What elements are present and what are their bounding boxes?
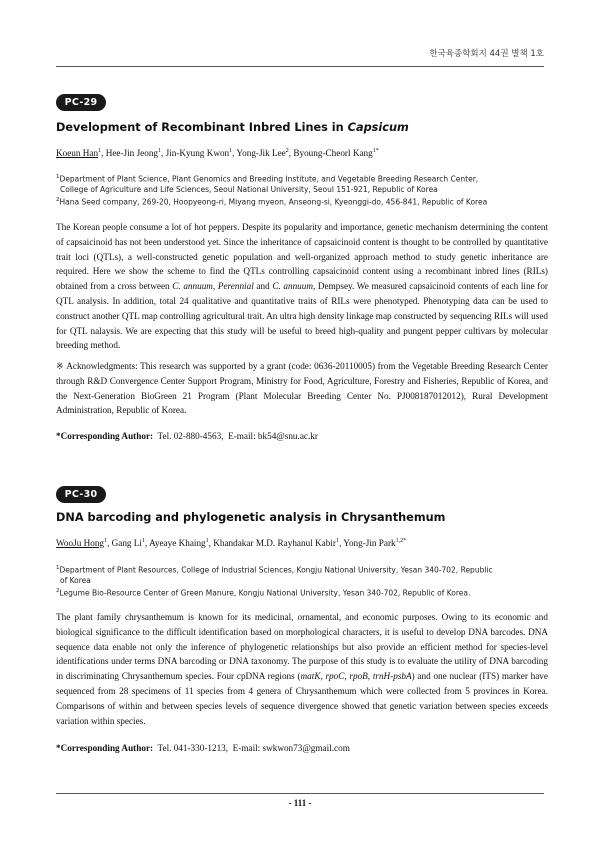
abstract-code-badge: PC-30 (56, 486, 106, 503)
abstract-text: ) and one nuclear (ITS) marker have sequenced from 28 specimens of 11 species from 4 genera of Chrysanthemum which were collected from 5 provinces in Korea. Comparisons of within and between species levels of sequence divergence showed that genetic variation between species exceeds variation within species. (56, 671, 548, 726)
abstract-text: The Korean people consume a lot of hot peppers. Despite its popularity and importance, genetic mechanism determining the content of capsaicinoid has not been understood yet. Since the inheritance of capsaicinoid content is thought to be controlled by quantitative trait loci (QTLs), a well-constructed genetic population and well-organized approach method to study genetic inheritance are required. Here we show the scheme to find the QTLs controlling capsaicinoid content using a recombinant inbred lines (RILs) obtained from a cross between (56, 222, 548, 292)
author-list: Koeun Han$^1$, Hee-Jin Jeong$^1$, Jin-Kyung Kwon$^1$, Yong-Jik Lee$^2$, Byoung-Cheorl Kang$^{1*}$ (56, 148, 379, 159)
corresponding-label: *Corresponding Author: (56, 431, 154, 441)
species-name: C. annuum, Perennial (172, 281, 254, 292)
affiliation-item (56, 563, 548, 576)
author-name: Byoung-Cheorl Kang (293, 148, 373, 159)
affiliation-item (56, 195, 548, 208)
author-name: Hee-Jin Jeong (105, 148, 159, 159)
affiliation-sup: 1 (56, 565, 60, 571)
acknowledgment-paragraph: ※ Acknowledgments: This research was supported by a grant (code: 0636-20110005) from the Vegetable Breeding Research Center through R&D Convergence Center Support Program, Ministry for Food, Agriculture, Forestry and Fisheries, Republic of Korea, and the Next-Generation BioGreen 21 Program (Plant Molecular Breeding Center No. PJ008187012012), Rural Development Administration, Republic of Korea. (56, 361, 548, 416)
author-name: Yong-Jin Park (343, 538, 396, 549)
author-name: WooJu Hong (56, 538, 105, 549)
abstract-code-badge: PC-29 (56, 94, 106, 111)
author-affil-sup: 1 (104, 538, 108, 544)
corresponding-tel: Tel. 02-880-4563, (157, 431, 224, 441)
affiliation-list (56, 172, 548, 208)
corresponding-label: *Corresponding Author: (56, 743, 154, 753)
corresponding-author (56, 431, 318, 441)
affiliation-sup: 2 (56, 587, 60, 594)
page-number: - 111 - (288, 798, 312, 808)
corresponding-email: E-mail: swkwon73@gmail.com (232, 743, 350, 753)
affiliation-text: Legume Bio-Resource Center of Green Manure, Kongju National University, Yesan 340-702, Republic of Korea. (59, 588, 471, 598)
author-list: WooJu Hong$^1$, Gang Li$^1$, Ayeaye Khaing$^1$, Khandakar M.D. Rayhanul Kabir$^1$, Yong-Jin Park$^{1,2*}$ (56, 538, 407, 549)
header-rule (56, 66, 544, 67)
corresponding-email: E-mail: bk54@snu.ac.kr (228, 431, 318, 441)
author-affil-sup: 1,2* (395, 538, 407, 544)
abstract-body (56, 610, 548, 728)
journal-running-head: 한국육종학회지 44권 별책 1호 (429, 49, 544, 59)
abstract-text: and (253, 281, 273, 292)
abstract-title (56, 121, 550, 134)
species-name: C. annuum, (272, 281, 316, 292)
author-affil-sup: 1 (141, 538, 145, 544)
author-name: Koeun Han (56, 148, 99, 159)
author-affil-sup: 1* (372, 148, 379, 154)
corresponding-author (56, 743, 350, 753)
affiliation-item (56, 172, 548, 185)
author-name: Khandakar M.D. Rayhanul Kabir (213, 538, 336, 549)
author-affil-sup: 1 (205, 538, 209, 544)
affiliation-continuation: College of Agriculture and Life Sciences, Seoul National University, Seoul 151-921, Republic of Korea (60, 184, 438, 194)
author-affil-sup: 2 (285, 148, 289, 154)
author-affil-sup: 1 (335, 538, 339, 544)
abstract-title: DNA barcoding and phylogenetic analysis in Chrysanthemum (56, 511, 446, 524)
abstract-text: Dempsey. We measured capsaicinoid contents of each line for QTL analysis. In addition, total 24 qualitative and quantitative traits of RILs were phenotyped. Phenotyping data can be used to construct another QTL map controlling agricultural trait. An ultra high density linkage map constructed by sequencing RILs will used for QTL nalaysis. We are expecting that this study will be useful to breed high-quality and pungent pepper cultivars by molecular breeding method. (56, 281, 548, 351)
author-name: Jin-Kyung Kwon (165, 148, 230, 159)
title-text: Development of Recombinant Inbred Lines in (56, 121, 348, 134)
author-affil-sup: 1 (229, 148, 233, 154)
affiliation-sup: 2 (56, 196, 60, 203)
title-italic-text: Capsicum (347, 121, 409, 134)
affiliation-item (56, 586, 548, 599)
affiliation-text: Department of Plant Science, Plant Genomics and Breeding Institute, and Vegetable Breeding Research Center, (59, 174, 479, 184)
author-name: Ayeaye Khaing (149, 538, 206, 549)
footer-rule (56, 793, 544, 794)
affiliation-sup: 1 (56, 174, 60, 180)
affiliation-text: Department of Plant Resources, College of Industrial Sciences, Kongju National University, Yesan 340-702, Republic (59, 565, 493, 575)
affiliation-text: Hana Seed company, 269-20, Hoopyeong-ri, Miyang myeon, Anseong-si, Kyeonggi-do, 456-841, Republic of Korea (59, 197, 488, 207)
author-name: Yong-Jik Lee (236, 148, 286, 159)
affiliation-list (56, 563, 548, 599)
author-affil-sup: 1 (158, 148, 162, 154)
abstract-text: The plant family chrysanthemum is known for its medicinal, ornamental, and economic purposes. Owing to its economic and biological significance to the difficult identification based on morphological characters, it is useful to develop DNA barcodes. DNA sequence data enable not only the inference of phylogenetic relationships but also provide an efficient method for species-level identifications under terms DNA barcoding or DNA taxonomy. The purpose of this study is to evaluate the utility of DNA barcoding in discriminating Chrysanthemum species. Four cpDNA regions ( (56, 612, 548, 682)
author-name: Gang Li (111, 538, 142, 549)
abstract-body (56, 220, 548, 353)
corresponding-tel: Tel. 041-330-1213, (157, 743, 229, 753)
gene-region-names: matK, rpoC, rpoB, trnH-psbA (300, 671, 412, 682)
affiliation-continuation: of Korea (60, 575, 91, 585)
author-affil-sup: 1 (98, 148, 102, 154)
